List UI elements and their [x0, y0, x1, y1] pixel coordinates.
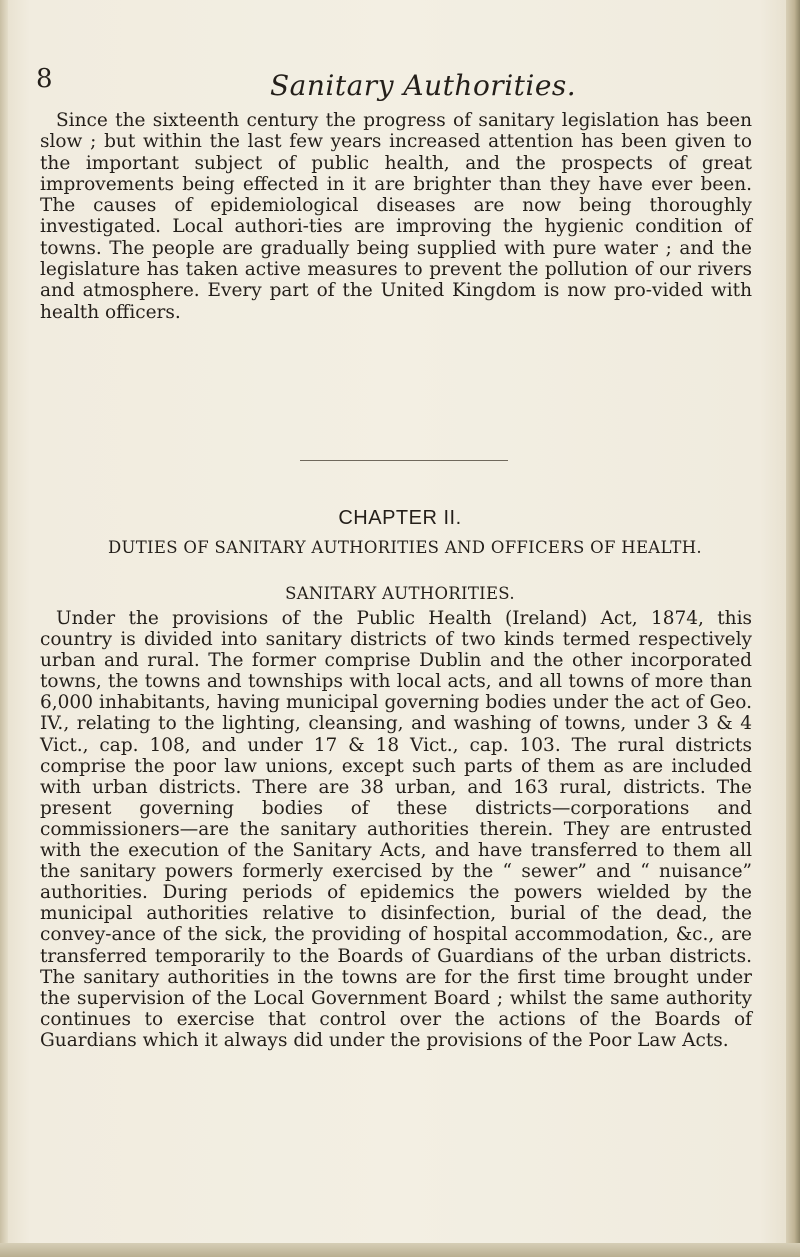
page-left-edge — [0, 0, 8, 1257]
chapter-subtitle: DUTIES OF SANITARY AUTHORITIES AND OFFICERS OF HEALTH. — [108, 538, 702, 557]
book-spine-edge — [786, 0, 800, 1257]
sanitary-authorities-paragraph: Under the provisions of the Public Health (Ireland) Act, 1874, this country is divided into sanitary districts of two kinds termed respectively urban and rural. The former comprise Dublin and the other incorporated towns, the towns and townships with local acts, and all towns of more than 6,000 inhabitants, having municipal governing bodies under the act of Geo. IV., relating to the lighting, cleansing, and washing of towns, under 3 & 4 Vict., cap. 108, and under 17 & 18 Vict., cap. 103. The rural districts comprise the poor law unions, except such parts of them as are included with urban districts. There are 38 urban, and 163 rural, districts. The present governing bodies of these districts—corporations and commissioners—are the sanitary authorities therein. They are entrusted with the execution of the Sanitary Acts, and have transferred to them all the sanitary powers formerly exercised by the “ sewer” and “ nuisance” authorities. During periods of epidemics the powers wielded by the municipal authorities relative to disinfection, burial of the dead, the convey-ance of the sick, the providing of hospital accommodation, &c., are transferred temporarily to the Boards of Guardians of the urban districts. The sanitary authorities in the towns are for the first time brought under the supervision of the Local Government Board ; whilst the same authority continues to exercise that control over the actions of the Boards of Guardians which it always did under the provisions of the Poor Law Acts. — [40, 608, 752, 1051]
page-bottom-edge — [0, 1243, 800, 1257]
chapter-title: CHAPTER II. — [338, 507, 462, 529]
page-number: 8 — [36, 64, 53, 94]
section-title: SANITARY AUTHORITIES. — [285, 584, 515, 603]
section-divider-rule — [300, 460, 508, 461]
intro-paragraph: Since the sixteenth century the progress of sanitary legislation has been slow ; but within the last few years increased attention has been given to the important subject of public health, and the prospects of great improvements being effected in it are brighter than they have ever been. The causes of epidemiological diseases are now being thoroughly investigated. Local authori-ties are improving the hygienic condition of towns. The people are gradually being supplied with pure water ; and the legislature has taken active measures to prevent the pollution of our rivers and atmosphere. Every part of the United Kingdom is now pro-vided with health officers. — [40, 110, 752, 323]
running-head: Sanitary Authorities. — [270, 69, 577, 102]
